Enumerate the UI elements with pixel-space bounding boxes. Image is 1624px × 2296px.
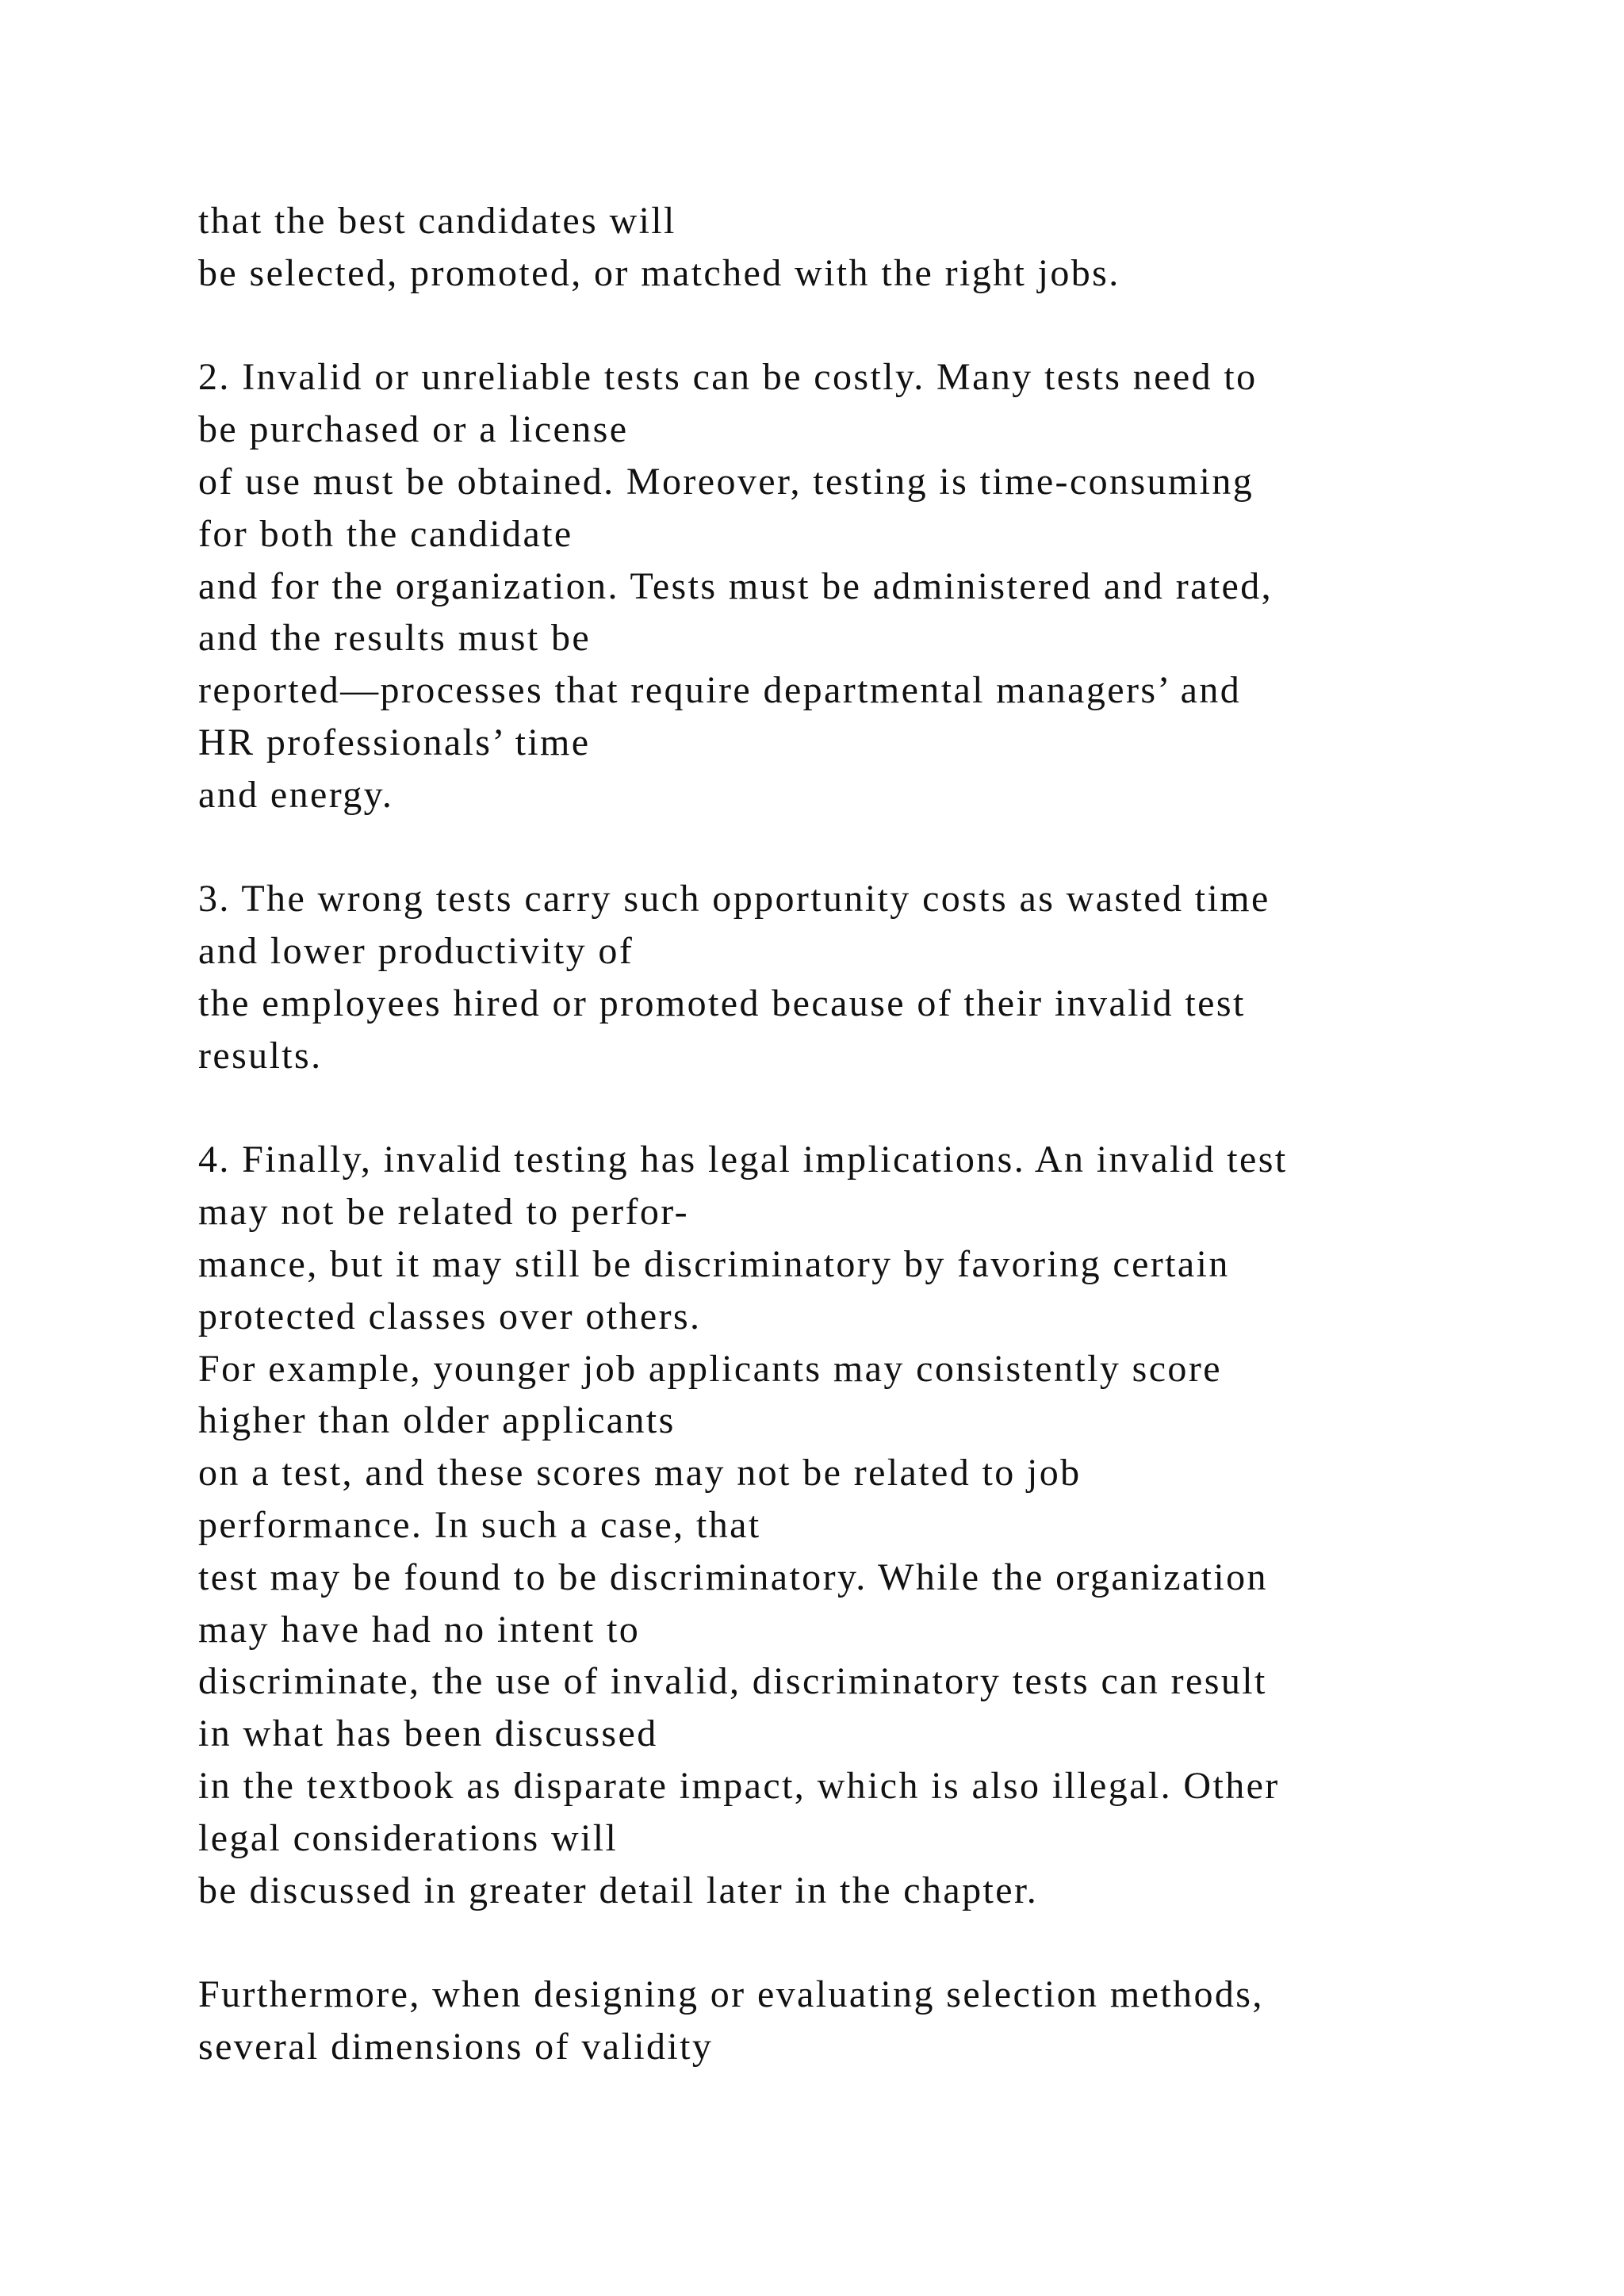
text-line: mance, but it may still be discriminatory by favoring certain — [198, 1242, 1230, 1285]
text-line: Furthermore, when designing or evaluating selection methods, — [198, 1973, 1264, 2016]
paragraph-continuation — [198, 195, 1546, 300]
paragraph-gap — [198, 821, 1546, 874]
text-line: discriminate, the use of invalid, discriminatory tests can result — [198, 1660, 1267, 1703]
paragraph-furthermore — [198, 1969, 1546, 2073]
text-line: be purchased or a license — [198, 408, 629, 451]
text-line: may not be related to perfor- — [198, 1191, 690, 1234]
text-line: be discussed in greater detail later in the chapter. — [198, 1869, 1039, 1911]
text-line: 3. The wrong tests carry such opportunity costs as wasted time — [198, 878, 1270, 920]
text-line: several dimensions of validity — [198, 2025, 714, 2068]
text-line: and lower productivity of — [198, 930, 634, 973]
paragraph-gap — [198, 300, 1546, 352]
text-line: the employees hired or promoted because of their invalid test — [198, 982, 1246, 1024]
text-line: performance. In such a case, that — [198, 1503, 761, 1546]
text-line: in the textbook as disparate impact, which is also illegal. Other — [198, 1764, 1280, 1807]
paragraph-gap — [198, 1916, 1546, 1969]
text-line: and the results must be — [198, 617, 592, 660]
paragraph-item-3 — [198, 873, 1546, 1081]
paragraph-item-4 — [198, 1134, 1546, 1916]
text-line: test may be found to be discriminatory. While the organization — [198, 1556, 1268, 1598]
document-body — [198, 195, 1546, 2073]
text-line: results. — [198, 1034, 323, 1077]
text-line: For example, younger job applicants may consistently score — [198, 1347, 1222, 1390]
text-line: and energy. — [198, 773, 394, 816]
text-line: 4. Finally, invalid testing has legal implications. An invalid test — [198, 1138, 1288, 1181]
text-line: reported—processes that require departmental managers’ and — [198, 669, 1242, 712]
text-line: and for the organization. Tests must be administered and rated, — [198, 564, 1274, 607]
text-line: on a test, and these scores may not be related to job — [198, 1452, 1082, 1494]
text-line: in what has been discussed — [198, 1712, 658, 1755]
text-line: 2. Invalid or unreliable tests can be costly. Many tests need to — [198, 356, 1258, 399]
paragraph-gap — [198, 1082, 1546, 1135]
text-line: be selected, promoted, or matched with the right jobs. — [198, 251, 1120, 294]
text-line: may have had no intent to — [198, 1608, 641, 1651]
text-line: legal considerations will — [198, 1816, 619, 1859]
text-line: for both the candidate — [198, 512, 573, 555]
text-line: of use must be obtained. Moreover, testing is time-consuming — [198, 460, 1254, 503]
text-line: HR professionals’ time — [198, 721, 591, 763]
text-line: that the best candidates will — [198, 200, 676, 242]
text-line: protected classes over others. — [198, 1295, 702, 1337]
text-line: higher than older applicants — [198, 1399, 676, 1442]
paragraph-item-2 — [198, 351, 1546, 821]
